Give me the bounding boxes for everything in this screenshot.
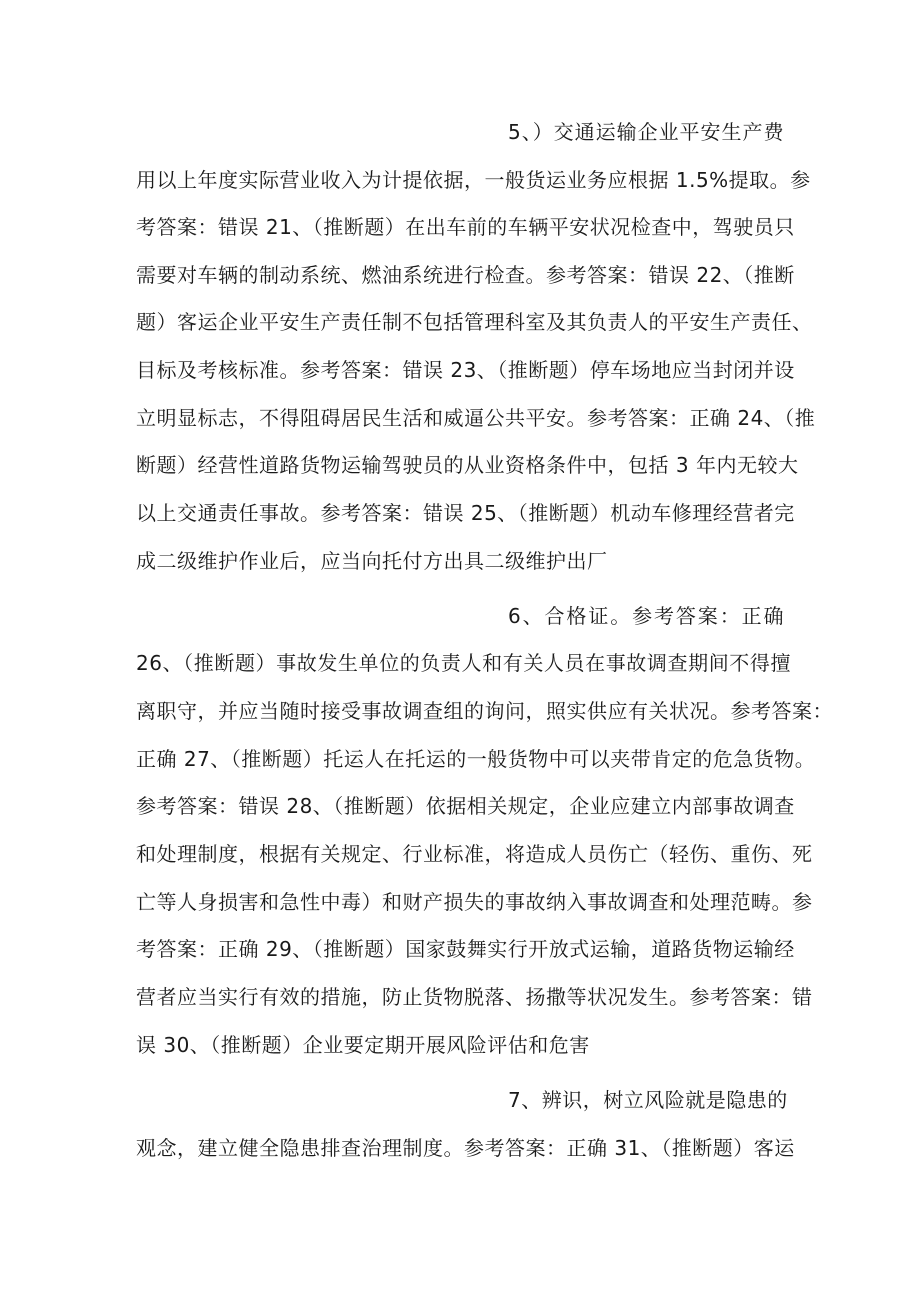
section-6-line: 亡等人身损害和急性中毒）和财产损失的事故纳入事故调查和处理范畴。参 [136,890,813,914]
section-5-line: 目标及考核标准。参考答案：错误 23、（推断题）停车场地应当封闭并设 [136,358,795,382]
section-5-line: 立明显标志，不得阻碍居民生活和威逼公共平安。参考答案：正确 24、（推 [136,406,816,430]
section-6-line: 离职守，并应当随时接受事故调查组的询问，照实供应有关状况。参考答案： [136,699,833,723]
section-5-line: 考答案：错误 21、（推断题）在出车前的车辆平安状况检查中，驾驶员只 [136,215,795,239]
section-6-line: 参考答案：错误 28、（推断题）依据相关规定，企业应建立内部事故调查 [136,794,795,818]
section-6-line: 正确 27、（推断题）托运人在托运的一般货物中可以夹带肯定的危急货物。 [136,747,816,771]
section-6-heading: 6、合格证。参考答案：正确 [508,604,784,628]
section-5-line: 题）客运企业平安生产责任制不包括管理科室及其负责人的平安生产责任、 [136,310,813,334]
section-5-line: 需要对车辆的制动系统、燃油系统进行检查。参考答案：错误 22、（推断 [136,263,795,287]
section-5-line: 成二级维护作业后，应当向托付方出具二级维护出厂 [136,549,608,573]
section-6-line: 考答案：正确 29、（推断题）国家鼓舞实行开放式运输，道路货物运输经 [136,937,795,961]
section-6-line: 26、（推断题）事故发生单位的负责人和有关人员在事故调查期间不得擅 [136,651,791,675]
section-5-heading: 5、）交通运输企业平安生产费 [508,120,784,144]
section-5-line: 用以上年度实际营业收入为计提依据，一般货运业务应根据 1.5%提取。参 [136,168,811,192]
section-7-line: 观念，建立健全隐患排查治理制度。参考答案：正确 31、（推断题）客运 [136,1136,795,1160]
section-7-heading: 7、辨识，树立风险就是隐患的 [508,1088,788,1112]
section-6-line: 和处理制度，根据有关规定、行业标准，将造成人员伤亡（轻伤、重伤、死 [136,842,813,866]
section-6-line: 误 30、（推断题）企业要定期开展风险评估和危害 [136,1033,590,1057]
section-5-line: 以上交通责任事故。参考答案：错误 25、（推断题）机动车修理经营者完 [136,501,795,525]
section-6-line: 营者应当实行有效的措施，防止货物脱落、扬撒等状况发生。参考答案：错 [136,985,813,1009]
section-5-line: 断题）经营性道路货物运输驾驶员的从业资格条件中，包括 3 年内无较大 [136,453,799,477]
